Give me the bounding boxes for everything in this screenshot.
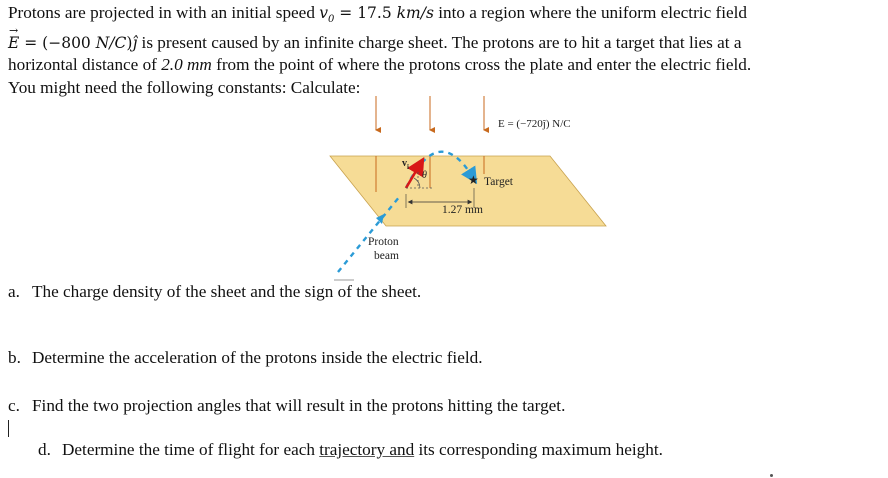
question-letter: a. [8, 282, 20, 301]
target-distance-unit: mm [182, 55, 212, 75]
question-text: Determine the acceleration of the protons inside the electric field. [32, 348, 483, 367]
stray-mark [770, 474, 773, 477]
problem-text: into a region where the uniform electric field [433, 3, 747, 22]
v0-value: = 17.5 [334, 4, 397, 22]
problem-statement [8, 2, 884, 99]
question-text: Determine the time of flight for each [62, 440, 320, 459]
beam-label-line1: Proton [368, 236, 399, 248]
question-b [8, 348, 483, 368]
question-a [8, 282, 421, 302]
question-c [8, 396, 565, 416]
target-distance: 2.0 [161, 55, 183, 75]
theta-label: θ [422, 170, 427, 181]
question-text: its corresponding maximum height. [414, 440, 663, 459]
v0-symbol: $v_0$ [319, 4, 335, 26]
problem-text: You might need the following constants: Calculate: [8, 77, 361, 97]
velocity-label: $v_i$ [402, 158, 409, 171]
problem-text: from the point of where the protons cross the plate and enter the electric field. [211, 55, 752, 75]
figure-drawing [320, 92, 640, 292]
j-hat-symbol: ĵ [132, 33, 138, 52]
distance-label: 1.27 mm [442, 204, 483, 216]
target-label: Target [484, 176, 513, 188]
e-field-symbol: → E [8, 32, 19, 55]
question-text: Find the two projection angles that will result in the protons hitting the target. [32, 396, 566, 415]
e-field-value: = (−800 [19, 33, 96, 52]
e-field-unit: N/C [95, 33, 127, 52]
paren: ) [126, 33, 133, 52]
field-label: E = (−720ĵ) N/C [498, 118, 571, 130]
question-text-underlined: trajectory and [319, 440, 415, 459]
target-star-icon: ★ [468, 173, 479, 187]
text-cursor [8, 420, 9, 437]
problem-text: is present caused by an infinite charge sheet. The protons are to hit a target that lies at a [137, 32, 742, 52]
v0-unit: km/s [396, 4, 434, 22]
question-letter: c. [8, 396, 20, 415]
beam-label-line2: beam [374, 250, 399, 262]
problem-text: Protons are projected in with an initial speed [8, 3, 320, 22]
question-letter: b. [8, 348, 21, 367]
question-letter: d. [38, 440, 51, 459]
question-text: The charge density of the sheet and the sign of the sheet. [32, 282, 422, 301]
proton-beam-figure [320, 92, 640, 292]
question-d [38, 440, 663, 460]
problem-text: horizontal distance of [8, 55, 162, 75]
